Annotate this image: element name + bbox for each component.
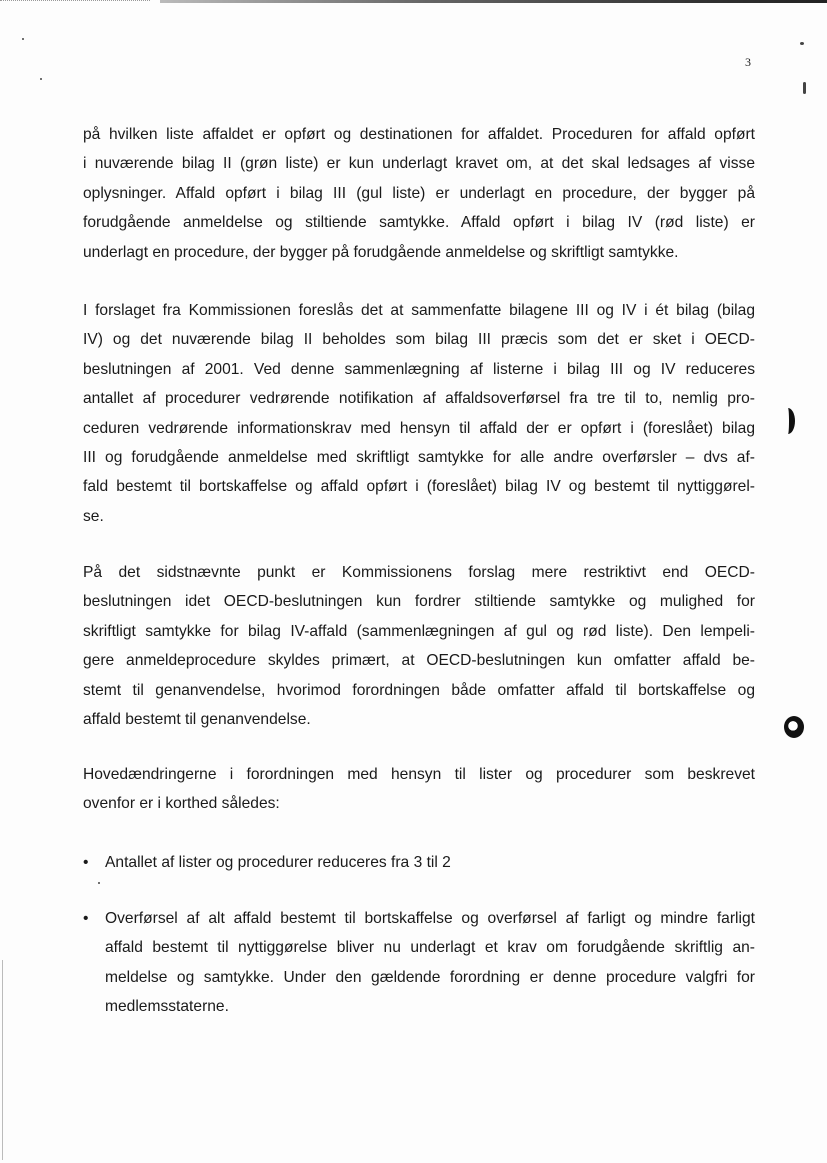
text-line: skriftligt samtykke for bilag IV-affald (sammenlægningen af gul og rød liste). Den lempeli- [83,622,755,640]
scan-speck [98,882,100,884]
text-line: ceduren vedrørende informationskrav med hensyn til affald der er opført i (foreslået) bilag [83,419,755,437]
scan-speck [803,82,806,94]
text-line: forudgående anmeldelse og stiltiende samtykke. Affald opført i bilag IV (rød liste) er [83,214,755,232]
bullet-icon: • [83,910,89,927]
page-number: 3 [745,55,751,69]
text-line: antallet af procedurer vedrørende notifikation af affaldsoverførsel fra tre til to, nemlig pro- [83,390,755,408]
punch-hole-mark [784,716,804,738]
text-line: IV) og det nuværende bilag II beholdes som bilag III præcis som det er sket i OECD- [83,331,755,349]
scan-speck [22,38,24,40]
bullet-text [105,904,755,1022]
text-line: Overførsel af alt affald bestemt til bortskaffelse og overførsel af farligt og mindre farligt [105,910,755,927]
scan-top-edge [160,0,827,3]
paragraph-4 [83,760,755,819]
text-line: underlagt en procedure, der bygger på forudgående anmeldelse og skriftligt samtykke. [83,243,679,261]
bullet-text [105,848,755,877]
text-line: affald bestemt til nyttiggørelse bliver nu underlagt et krav om forudgående skriftlig an- [105,939,755,957]
text-line: III og forudgående anmeldelse med skriftligt samtykke for alle andre overførsler – dvs af- [83,449,755,467]
text-line: Hovedændringerne i forordningen med hensyn til lister og procedurer som beskrevet [83,766,755,783]
bullet-icon: • [83,854,89,871]
text-line: i nuværende bilag II (grøn liste) er kun underlagt kravet om, at det skal ledsages af visse [83,155,755,173]
scan-edge-dots [0,0,150,3]
scan-left-edge [2,960,3,1160]
text-line: fald bestemt til bortskaffelse og affald opført i (foreslået) bilag IV og bestemt til nyttiggørel- [83,478,755,496]
text-line: stemt til genanvendelse, hvorimod forordningen både omfatter affald til bortskaffelse og [83,681,755,699]
text-line: I forslaget fra Kommissionen foreslås det at sammenfatte bilagene III og IV i ét bilag (bilag [83,302,755,319]
text-line: ovenfor er i korthed således: [83,795,280,813]
text-line: affald bestemt til genanvendelse. [83,711,311,729]
paragraph-3 [83,558,755,734]
text-line: se. [83,507,104,525]
text-line: Antallet af lister og procedurer reduceres fra 3 til 2 [105,854,451,871]
text-line: meldelse og samtykke. Under den gældende forordning er denne procedure valgfri for [105,968,755,986]
scan-speck [800,42,804,45]
paragraph-2 [83,296,755,531]
scan-speck [40,78,42,80]
punch-hole-mark [781,408,795,434]
paragraph-1 [83,120,755,267]
text-line: gere anmeldeprocedure skyldes primært, at OECD-beslutningen kun omfatter affald be- [83,652,755,670]
text-line: medlemsstaterne. [105,998,229,1016]
text-line: på hvilken liste affaldet er opført og destinationen for affaldet. Proceduren for affald opført [83,126,755,143]
text-line: oplysninger. Affald opført i bilag III (gul liste) er underlagt en procedure, der bygger på [83,184,755,202]
text-line: På det sidstnævnte punkt er Kommissionens forslag mere restriktivt end OECD- [83,564,755,581]
text-line: beslutningen idet OECD-beslutningen kun fordrer stiltiende samtykke og mulighed for [83,593,755,611]
text-line: beslutningen af 2001. Ved denne sammenlægning af listerne i bilag III og IV reduceres [83,360,755,378]
